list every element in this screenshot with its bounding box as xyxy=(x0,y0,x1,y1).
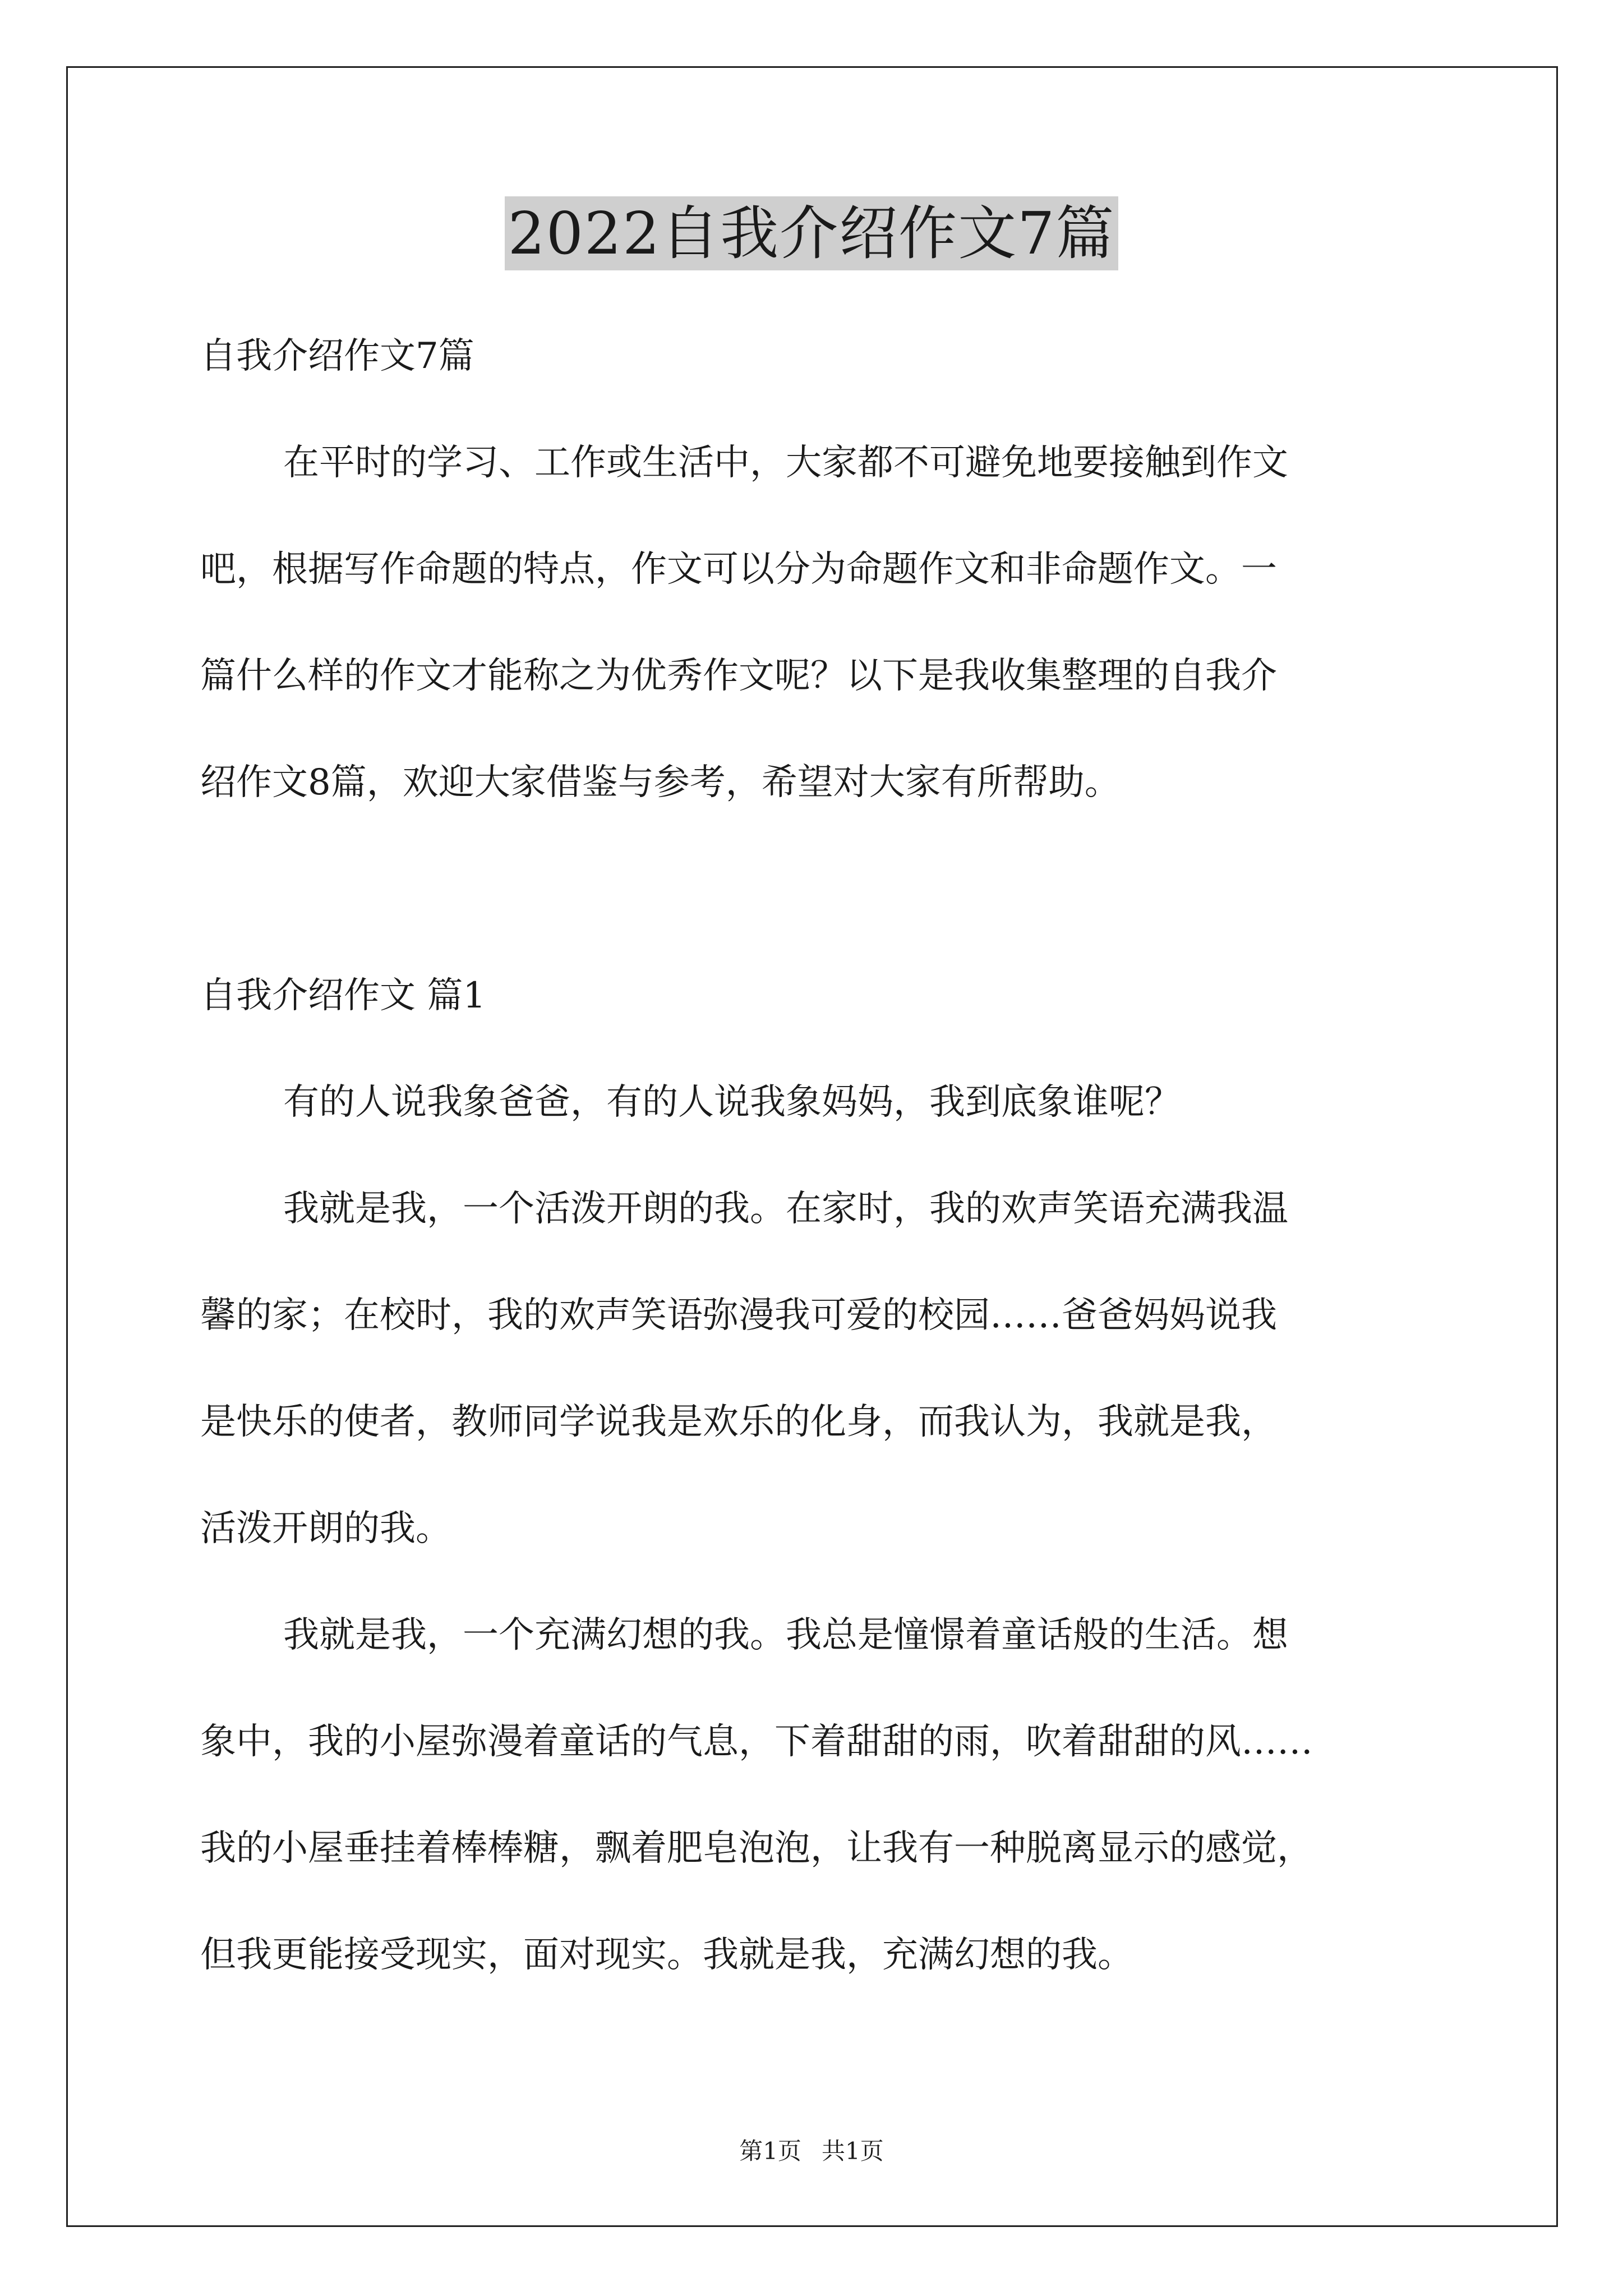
paragraph-line: 是快乐的使者，教师同学说我是欢乐的化身，而我认为，我就是我， xyxy=(200,1401,1277,1443)
paragraph-line: 我的小屋垂挂着棒棒糖，飘着肥皂泡泡，让我有一种脱离显示的感觉， xyxy=(200,1828,1313,1869)
intro-line: 在平时的学习、工作或生活中，大家都不可避免地要接触到作文 xyxy=(283,442,1288,484)
intro-line: 篇什么样的作文才能称之为优秀作文呢？以下是我收集整理的自我介 xyxy=(200,655,1277,697)
paragraph-line: 我就是我，一个活泼开朗的我。在家时，我的欢声笑语充满我温 xyxy=(283,1188,1288,1230)
paragraph-1 xyxy=(200,1049,1434,1156)
paragraph-line: 馨的家；在校时，我的欢声笑语弥漫我可爱的校园……爸爸妈妈说我 xyxy=(200,1295,1277,1336)
page-footer xyxy=(0,2134,1623,2168)
blank-space xyxy=(200,836,1434,942)
page-total: 共1页 xyxy=(822,2137,884,2165)
intro-line: 吧，根据写作命题的特点，作文可以分为命题作文和非命题作文。一 xyxy=(200,549,1277,590)
page-number: 第1页 xyxy=(739,2137,801,2165)
document-title: 2022自我介绍作文7篇 xyxy=(505,196,1119,270)
paragraph-3 xyxy=(200,1582,1434,2008)
paragraph-line: 但我更能接受现实，面对现实。我就是我，充满幻想的我。 xyxy=(200,1934,1133,1976)
paragraph-line: 有的人说我象爸爸，有的人说我象妈妈，我到底象谁呢？ xyxy=(283,1082,1181,1123)
paragraph-line: 活泼开朗的我。 xyxy=(200,1508,451,1549)
intro-line: 绍作文8篇，欢迎大家借鉴与参考，希望对大家有所帮助。 xyxy=(200,762,1121,803)
subtitle: 自我介绍作文7篇 xyxy=(200,335,474,377)
intro-paragraph xyxy=(200,409,1434,836)
paragraph-line: 我就是我，一个充满幻想的我。我总是憧憬着童话般的生活。想 xyxy=(283,1614,1288,1656)
paragraph-2 xyxy=(200,1156,1434,1582)
section-heading: 自我介绍作文 篇1 xyxy=(200,975,486,1016)
document-body xyxy=(200,303,1434,2008)
paragraph-line: 象中，我的小屋弥漫着童话的气息，下着甜甜的雨，吹着甜甜的风…… xyxy=(200,1721,1313,1763)
title-area xyxy=(0,196,1623,270)
